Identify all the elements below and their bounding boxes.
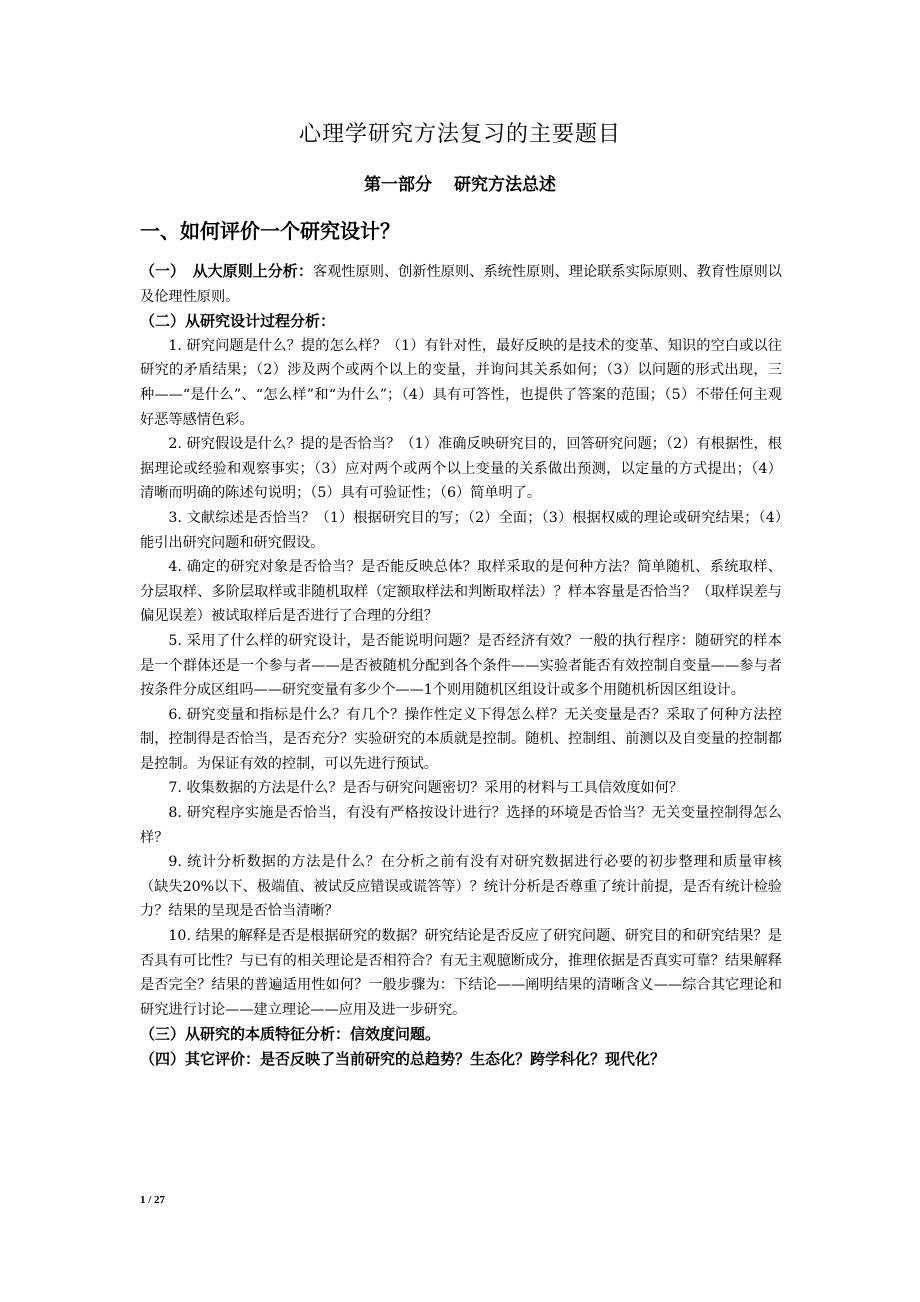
list-item: 4. 确定的研究对象是否恰当？是否能反映总体？取样采取的是何种方法？简单随机、系统取样、分层取样、多阶层取样或非随机取样（定额取样法和判断取样法）？样本容量是否恰当？（取样误差与偏见误差）被试取样后是否进行了合理的分组？ [140,559,782,625]
list-item: 3. 文献综述是否恰当？（1）根据研究目的写；（2）全面；（3）根据权威的理论或研究结果；（4）能引出研究问题和研究假设。 [140,509,782,551]
subsection-2-label: （二）从研究设计过程分析： [140,312,336,331]
list-item: 2. 研究假设是什么？提的是否恰当？（1）准确反映研究目的，回答研究问题；（2）有根据性，根据理论或经验和观察事实；（3）应对两个或两个以上变量的关系做出预测，以定量的方式提出；（4）清晰而明确的陈述句说明；（5）具有可验证性；（6）简单明了。 [140,436,782,502]
list-item: 7. 收集数据的方法是什么？是否与研究问题密切？采用的材料与工具信效度如何？ [168,780,684,797]
part-heading [0,173,920,197]
list-item: 10. 结果的解释是否是根据研究的数据？研究结论是否反应了研究问题、研究目的和研究结果？是否具有可比性？与已有的相关理论是否相符合？有无主观臆断成分，推理依据是否真实可靠？结果解释是否完全？结果的普遍适用性如何？一般步骤为：下结论——阐明结果的清晰含义——综合其它理论和研究进行讨论——建立理论——应用及进一步研究。 [140,928,782,1018]
list-item: 6. 研究变量和指标是什么？有几个？操作性定义下得怎么样？无关变量是否？采取了何种方法控制，控制得是否恰当，是否充分？实验研究的本质就是控制。随机、控制组、前测以及自变量的控制都是控制。为保证有效的控制，可以先进行预试。 [140,706,782,772]
document-title: 心理学研究方法复习的主要题目 [298,122,621,147]
page-number: 1 / 27 [140,1194,166,1206]
subsection-4: （四）其它评价：是否反映了当前研究的总趋势？生态化？跨学科化？现代化？ [140,1050,666,1068]
list-item: 9. 统计分析数据的方法是什么？在分析之前有没有对研究数据进行必要的初步整理和质量审核（缺失20%以下、极端值、被试反应错误或谎答等）？统计分析是否尊重了统计前提，是否有统计检验力？结果的呈现是否恰当清晰？ [140,854,782,920]
list-item: 5. 采用了什么样的研究设计，是否能说明问题？是否经济有效？一般的执行程序：随研究的样本是一个群体还是一个参与者——是否被随机分配到各个条件——实验者能否有效控制自变量——参与者按条件分成区组吗——研究变量有多少个——1个则用随机区组设计或多个用随机析因区组设计。 [140,632,782,699]
list-item: 8. 研究程序实施是否恰当，有没有严格按设计进行？选择的环境是否恰当？无关变量控制得怎么样？ [140,805,782,846]
subsection-1-text: 客观性原则、创新性原则、系统性原则、理论联系实际原则、教育性原则以及伦理性原则。 [140,264,782,305]
subsection-3: （三）从研究的本质特征分析：信效度问题。 [140,1025,441,1044]
document-body [140,259,782,1072]
section-heading: 一、如何评价一个研究设计？ [140,219,400,243]
part-title: 研究方法总述 [454,175,556,195]
subsection-1-label: （一） 从大原则上分析： [140,262,313,280]
part-label: 第一部分 [364,175,432,195]
subsection-1 [140,259,782,309]
list-item: 1. 研究问题是什么？提的怎么样？（1）有针对性，最好反映的是技术的变革、知识的空白或以往研究的矛盾结果；（2）涉及两个或两个以上的变量，并询问其关系如何；（3）以问题的形式出现，三种——“是什么”、“怎么样”和“为什么”；（4）具有可答性，也提供了答案的范围；（5）不带任何主观好恶等感情色彩。 [140,337,782,428]
